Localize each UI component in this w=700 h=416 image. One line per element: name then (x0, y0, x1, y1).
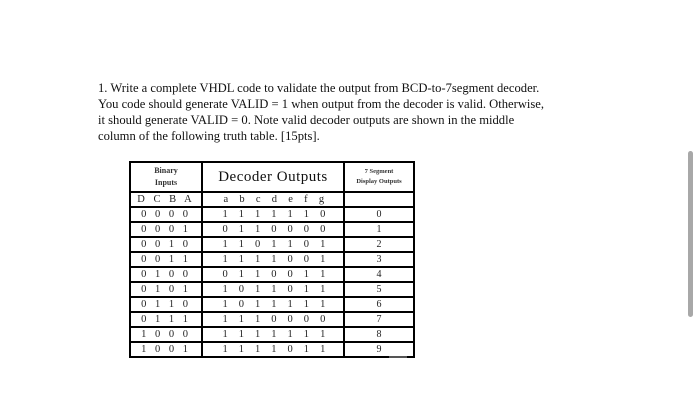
question-text (98, 80, 618, 144)
input-cell: 1 0 0 0 (130, 327, 202, 342)
display-cell: 7 (344, 312, 414, 327)
table-header-row (130, 162, 414, 192)
input-cell: 1 0 0 1 (130, 342, 202, 357)
display-cell: 2 (344, 237, 414, 252)
table-row (130, 342, 414, 357)
decoder-outputs-header: Decoder Outputs (202, 162, 344, 192)
input-cell: 0 1 0 1 (130, 282, 202, 297)
binary-inputs-header (130, 162, 202, 192)
display-cell: 0 (344, 207, 414, 222)
question-line-2: You code should generate VALID = 1 when output from the decoder is valid. Otherwise, (98, 97, 545, 111)
table-row (130, 207, 414, 222)
table-row (130, 237, 414, 252)
output-cell: 1 0 1 1 0 1 1 (202, 282, 344, 297)
vertical-scrollbar[interactable] (688, 151, 693, 317)
output-cell: 1 1 0 1 1 0 1 (202, 237, 344, 252)
segment-header-line-1: 7 Segment (364, 168, 394, 175)
output-cell: 1 1 1 1 0 0 1 (202, 252, 344, 267)
output-cell: 1 1 1 0 0 0 0 (202, 312, 344, 327)
display-cell: 5 (344, 282, 414, 297)
table-row (130, 327, 414, 342)
display-cell: 6 (344, 297, 414, 312)
table-row (130, 222, 414, 237)
output-cell: 1 0 1 1 1 1 1 (202, 297, 344, 312)
binary-header-line-1: Binary (154, 166, 178, 175)
table-row (130, 282, 414, 297)
display-cell: 1 (344, 222, 414, 237)
display-cell: 4 (344, 267, 414, 282)
outputs-subheader: a b c d e f g (202, 192, 344, 207)
input-cell: 0 1 0 0 (130, 267, 202, 282)
table-row (130, 252, 414, 267)
inputs-subheader: D C B A (130, 192, 202, 207)
table-row (130, 312, 414, 327)
question-line-3: it should generate VALID = 0. Note valid decoder outputs are shown in the middle (98, 113, 515, 127)
display-cell: 9 (344, 342, 414, 357)
input-cell: 0 0 1 1 (130, 252, 202, 267)
display-cell: 3 (344, 252, 414, 267)
question-line-1: 1. Write a complete VHDL code to validate the output from BCD-to-7segment decoder. (98, 81, 540, 95)
display-cell: 8 (344, 327, 414, 342)
input-cell: 0 1 1 1 (130, 312, 202, 327)
input-cell: 0 0 1 0 (130, 237, 202, 252)
output-cell: 0 1 1 0 0 1 1 (202, 267, 344, 282)
segment-display-header (344, 162, 414, 192)
output-cell: 1 1 1 1 0 1 1 (202, 342, 344, 357)
output-cell: 0 1 1 0 0 0 0 (202, 222, 344, 237)
output-cell: 1 1 1 1 1 1 0 (202, 207, 344, 222)
display-subheader (344, 192, 414, 207)
output-cell: 1 1 1 1 1 1 1 (202, 327, 344, 342)
question-line-4: column of the following truth table. [15pts]. (98, 129, 320, 143)
table-subheader-row (130, 192, 414, 207)
table-row (130, 267, 414, 282)
table-body (130, 207, 414, 357)
input-cell: 0 1 1 0 (130, 297, 202, 312)
input-cell: 0 0 0 0 (130, 207, 202, 222)
watermark-icon (388, 355, 408, 359)
table-row (130, 297, 414, 312)
truth-table (129, 161, 415, 358)
input-cell: 0 0 0 1 (130, 222, 202, 237)
binary-header-line-2: Inputs (154, 178, 178, 187)
segment-header-line-2: Display Outputs (356, 178, 402, 185)
